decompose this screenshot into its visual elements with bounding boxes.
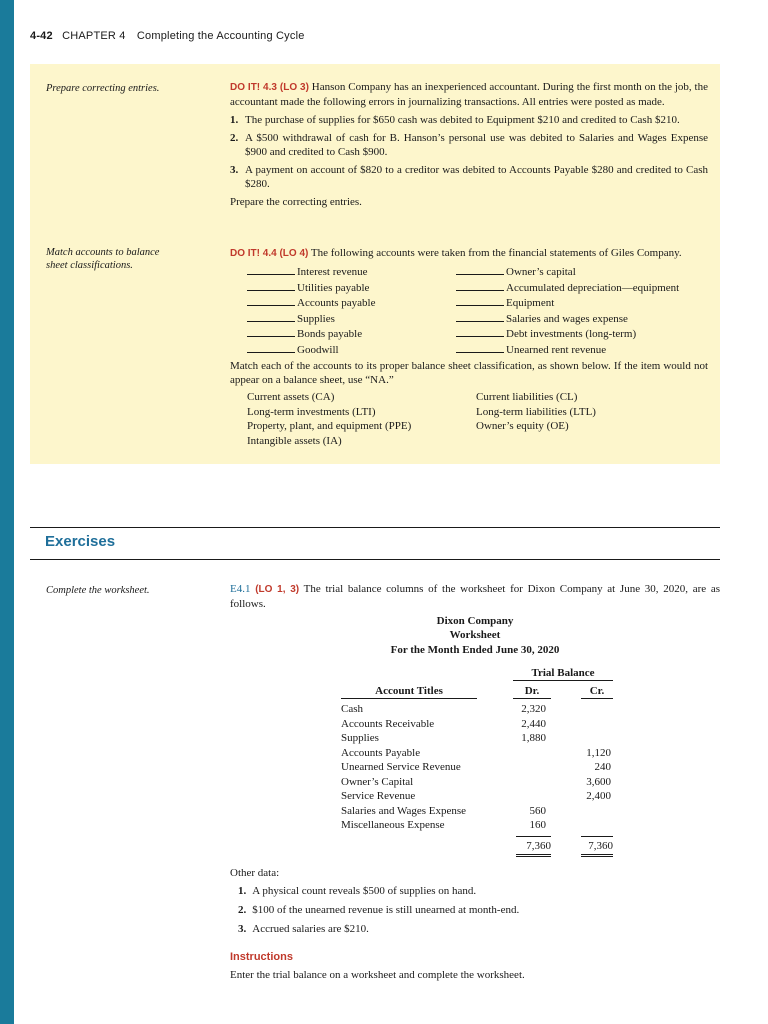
item-text: A physical count reveals $500 of supplies on hand. bbox=[252, 885, 477, 897]
section-rule-top bbox=[30, 527, 720, 528]
cell-title: Supplies bbox=[341, 732, 379, 744]
list-item bbox=[238, 922, 716, 936]
table-body bbox=[341, 702, 613, 833]
list-item bbox=[230, 163, 708, 191]
account-name: Debt investments (long-term) bbox=[506, 328, 637, 340]
answer-blank[interactable] bbox=[247, 326, 295, 337]
item-number: 2. bbox=[238, 904, 247, 916]
account-name: Salaries and wages expense bbox=[506, 312, 628, 325]
list-item bbox=[230, 113, 708, 127]
cell-cr: 1,120 bbox=[586, 746, 611, 759]
doit-44-instruction: Match each of the accounts to its proper balance sheet classification, as shown below. If the item would not appear on a balance sheet, use “NA.” bbox=[230, 360, 708, 386]
account-name: Bonds payable bbox=[297, 328, 363, 340]
doit-43-closing: Prepare the correcting entries. bbox=[230, 196, 362, 208]
doit-43-intro-text: Hanson Company has an inexperienced accountant. During the first month on the job, the accountant made the following errors in journalizing transactions. All entries were posted as made. bbox=[230, 81, 708, 108]
answer-blank[interactable] bbox=[456, 280, 504, 291]
item-text: The purchase of supplies for $650 cash was debited to Equipment $210 and credited to Cash $210. bbox=[245, 114, 680, 126]
col-dr: Dr. bbox=[513, 684, 551, 699]
classification-item: Intangible assets (IA) bbox=[247, 434, 342, 447]
item-number: 2. bbox=[230, 132, 239, 144]
exercise-lo: (LO 1, 3) bbox=[255, 584, 300, 595]
other-data-list bbox=[238, 884, 716, 936]
cell-title: Miscellaneous Expense bbox=[341, 819, 445, 831]
item-text: Accrued salaries are $210. bbox=[252, 923, 369, 935]
cell-dr: 1,880 bbox=[521, 732, 546, 744]
answer-blank[interactable] bbox=[247, 311, 295, 322]
doit-43-intro bbox=[230, 80, 708, 109]
doit-44-intro bbox=[230, 246, 708, 261]
cell-dr: 2,320 bbox=[521, 703, 546, 715]
table-row bbox=[341, 789, 613, 804]
margin-note-worksheet: Complete the worksheet. bbox=[46, 585, 150, 596]
item-text: A payment on account of $820 to a creditor was debited to Accounts Payable $280 and credited to Cash $280. bbox=[245, 164, 708, 190]
exercise-intro-text: The trial balance columns of the worksheet for Dixon Company at June 30, 2020, are as follows. bbox=[230, 583, 721, 610]
answer-blank[interactable] bbox=[247, 280, 295, 291]
cell-title: Unearned Service Revenue bbox=[341, 761, 461, 773]
table-row bbox=[341, 717, 613, 732]
account-row bbox=[456, 311, 679, 327]
account-column-left bbox=[247, 264, 376, 357]
list-item bbox=[238, 903, 716, 917]
item-number: 1. bbox=[230, 114, 239, 126]
exercise-e41-intro bbox=[230, 582, 720, 611]
item-number: 1. bbox=[238, 885, 247, 897]
other-data-label: Other data: bbox=[230, 867, 280, 879]
cell-cr: 2,400 bbox=[586, 790, 611, 802]
cell-cr: 240 bbox=[594, 761, 611, 773]
table-row bbox=[341, 746, 613, 761]
instructions-heading bbox=[230, 950, 708, 964]
cell-dr: 160 bbox=[529, 819, 546, 831]
chapter-label: CHAPTER 4 bbox=[62, 30, 126, 42]
classification-item: Long-term liabilities (LTL) bbox=[476, 405, 596, 418]
account-name: Interest revenue bbox=[297, 266, 368, 278]
col-cr: Cr. bbox=[581, 684, 613, 699]
account-name: Utilities payable bbox=[297, 281, 370, 294]
account-name: Goodwill bbox=[297, 343, 339, 356]
section-heading: Exercises bbox=[45, 533, 116, 550]
account-row bbox=[247, 264, 376, 280]
account-row bbox=[456, 280, 679, 296]
item-text: $100 of the unearned revenue is still unearned at month-end. bbox=[252, 904, 520, 916]
account-column-right bbox=[456, 264, 679, 357]
exercise-number: E4.1 bbox=[230, 583, 251, 595]
trial-balance-header: Trial Balance bbox=[513, 666, 613, 681]
answer-blank[interactable] bbox=[247, 342, 295, 353]
cell-title: Salaries and Wages Expense bbox=[341, 804, 467, 817]
item-text: A $500 withdrawal of cash for B. Hanson’s personal use was debited to Salaries and Wages Expense $900 and credited to Cash $900. bbox=[245, 132, 708, 158]
page-number: 4-42 bbox=[30, 30, 53, 42]
classification-item: Long-term investments (LTI) bbox=[247, 405, 376, 418]
worksheet-period: For the Month Ended June 30, 2020 bbox=[390, 644, 560, 656]
instructions-text: Enter the trial balance on a worksheet and complete the worksheet. bbox=[230, 969, 525, 981]
doit-44-intro-text: The following accounts were taken from the financial statements of Giles Company. bbox=[310, 247, 682, 259]
answer-blank[interactable] bbox=[456, 311, 504, 322]
doit-44-tag: DO IT! 4.4 (LO 4) bbox=[230, 248, 309, 259]
account-name: Supplies bbox=[297, 312, 335, 325]
classification-item: Current assets (CA) bbox=[247, 391, 335, 403]
table-row bbox=[341, 804, 613, 819]
table-row bbox=[341, 760, 613, 775]
table-row bbox=[341, 731, 613, 746]
account-name: Accumulated depreciation—equipment bbox=[506, 281, 680, 294]
list-item bbox=[230, 131, 708, 159]
answer-blank[interactable] bbox=[456, 342, 504, 353]
classification-item: Current liabilities (CL) bbox=[476, 391, 578, 403]
answer-blank[interactable] bbox=[456, 264, 504, 275]
cell-title: Accounts Receivable bbox=[341, 717, 435, 730]
cell-title: Accounts Payable bbox=[341, 746, 421, 759]
account-row bbox=[456, 295, 679, 311]
cell-title: Cash bbox=[341, 703, 363, 715]
account-row bbox=[247, 311, 376, 327]
classification-list-left bbox=[247, 390, 411, 448]
list-item bbox=[238, 884, 716, 898]
classification-item: Property, plant, and equipment (PPE) bbox=[247, 420, 412, 432]
chapter-title: Completing the Accounting Cycle bbox=[136, 30, 305, 42]
account-name: Equipment bbox=[506, 297, 555, 309]
col-account-titles: Account Titles bbox=[341, 684, 477, 699]
answer-blank[interactable] bbox=[247, 264, 295, 275]
total-dr: 7,360 bbox=[516, 836, 551, 857]
classification-list-right bbox=[476, 390, 596, 434]
cell-dr: 2,440 bbox=[521, 717, 546, 730]
table-row bbox=[341, 818, 613, 833]
running-head bbox=[30, 30, 305, 42]
account-name: Accounts payable bbox=[297, 297, 376, 309]
cell-title: Owner’s Capital bbox=[341, 775, 414, 788]
account-name: Owner’s capital bbox=[506, 266, 576, 278]
worksheet-title: Worksheet bbox=[449, 629, 501, 641]
account-row bbox=[247, 295, 376, 311]
side-color-bar bbox=[0, 0, 14, 1024]
worksheet-company: Dixon Company bbox=[436, 615, 514, 627]
margin-note-correcting: Prepare correcting entries. bbox=[46, 83, 160, 94]
answer-blank[interactable] bbox=[247, 295, 295, 306]
item-number: 3. bbox=[238, 923, 247, 935]
item-number: 3. bbox=[230, 164, 239, 176]
account-row bbox=[456, 342, 679, 358]
cell-title: Service Revenue bbox=[341, 790, 416, 802]
doit-43-list bbox=[230, 113, 708, 191]
instructions-label: Instructions bbox=[230, 951, 293, 963]
total-cr: 7,360 bbox=[581, 836, 613, 857]
account-row bbox=[247, 280, 376, 296]
doit-43 bbox=[230, 80, 708, 209]
margin-note-match: Match accounts to balance sheet classifications. bbox=[46, 247, 160, 271]
account-row bbox=[456, 326, 679, 342]
answer-blank[interactable] bbox=[456, 295, 504, 306]
table-row bbox=[341, 775, 613, 790]
account-name: Unearned rent revenue bbox=[506, 343, 607, 356]
classification-item: Owner’s equity (OE) bbox=[476, 420, 569, 432]
answer-blank[interactable] bbox=[456, 326, 504, 337]
account-row bbox=[456, 264, 679, 280]
section-rule-bottom bbox=[30, 559, 720, 560]
table-row bbox=[341, 702, 613, 717]
account-row bbox=[247, 342, 376, 358]
account-row bbox=[247, 326, 376, 342]
doit-43-tag: DO IT! 4.3 (LO 3) bbox=[230, 82, 309, 93]
cell-cr: 3,600 bbox=[586, 775, 611, 788]
cell-dr: 560 bbox=[529, 804, 546, 817]
